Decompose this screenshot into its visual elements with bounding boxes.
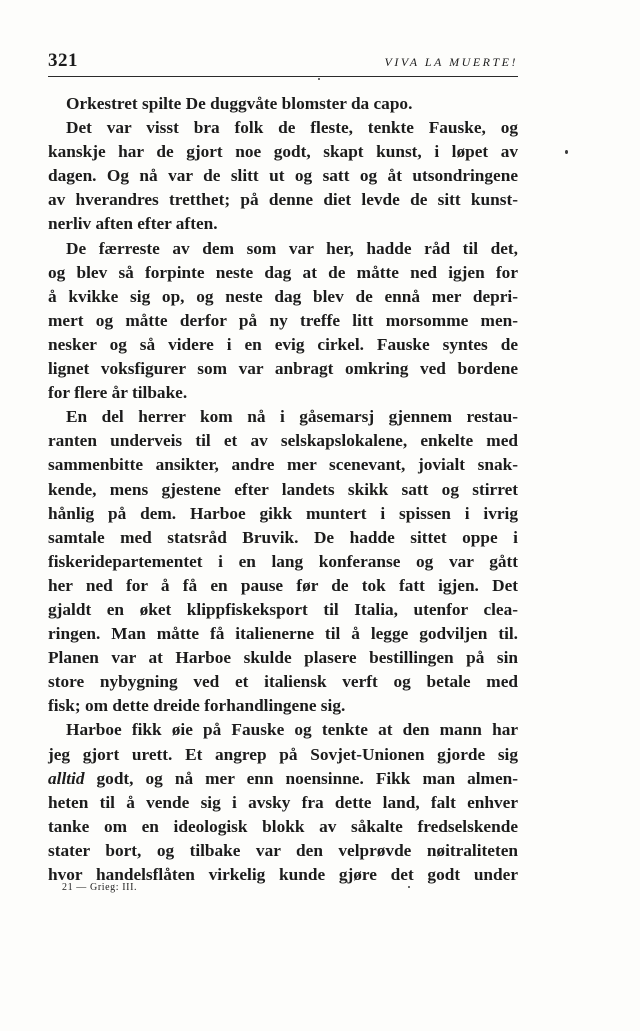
paragraph-1: [48, 92, 518, 116]
text-line: nesker og så videre i en evig cirkel. Fauske syntes de: [48, 334, 518, 354]
chapter-title: VIVA LA MUERTE!: [384, 55, 518, 69]
text-line: store nybygning ved et italiensk verft og betale med: [48, 672, 518, 692]
paragraph-3: [48, 237, 518, 406]
text-line: mert og måtte derfor på ny treffe litt morsomme men-: [48, 310, 518, 330]
text-line: De færreste av dem som var her, hadde råd til det,: [66, 238, 518, 258]
text-line: samtale med statsråd Bruvik. De hadde sittet oppe i: [48, 527, 518, 547]
page-number: 321: [48, 50, 78, 71]
paragraph-5: [48, 718, 518, 887]
paper-speck: [408, 886, 410, 888]
text-line: dagen. Og nå var de slitt ut og satt og åt utsondringene: [48, 166, 518, 186]
text-line: ranten underveis til et av selskapslokalene, enkelte med: [48, 431, 518, 451]
text-line: her ned for å få en pause før de tok fatt igjen. Det: [48, 575, 518, 595]
text-line: kanskje har de gjort noe godt, skapt kunst, i løpet av: [48, 142, 518, 162]
text-line: Det var visst bra folk de fleste, tenkte Fauske, og: [66, 118, 518, 138]
text-line: En del herrer kom nå i gåsemarsj gjennem restau-: [66, 407, 518, 427]
emphasized-word: alltid: [48, 768, 85, 788]
text-line: Orkestret spilte De duggvåte blomster da capo.: [66, 94, 413, 113]
paper-speck: [565, 150, 568, 154]
paragraph-4: [48, 405, 518, 718]
paragraph-2: [48, 116, 518, 236]
running-head: [48, 50, 518, 77]
text-line: heten til å vende sig i avsky fra dette land, falt enhver: [48, 792, 518, 812]
text-line: kende, mens gjestene efter landets skikk satt og stirret: [48, 479, 518, 499]
text-line: lignet voksfigurer som var anbragt omkring ved bordene: [48, 359, 518, 379]
paper-speck: [318, 78, 320, 80]
text-line: for flere år tilbake.: [48, 383, 188, 403]
text-line: Planen var at Harboe skulde plasere bestillingen på sin: [48, 648, 518, 668]
text-line: hvor handelsflåten virkelig kunde gjøre det godt under: [48, 865, 518, 884]
text-line: nerliv aften efter aften.: [48, 214, 218, 234]
text-line: hånlig på dem. Harboe gikk muntert i spissen i ivrig: [48, 503, 518, 523]
text-line: jeg gjort urett. Et angrep på Sovjet-Unionen gjorde sig: [48, 744, 518, 764]
text-line: Harboe fikk øie på Fauske og tenkte at den mann har: [66, 720, 518, 740]
text-line: fisk; om dette dreide forhandlingene sig.: [48, 696, 346, 716]
text-line: ringen. Man måtte få italienerne til å legge godviljen til.: [48, 624, 518, 644]
body-text: [48, 92, 518, 887]
text-line: gjaldt en øket klippfiskeksport til Italia, utenfor clea-: [48, 599, 518, 619]
text-line: alltid godt, og nå mer enn noensinne. Fikk man almen-: [48, 768, 518, 788]
text-line: stater bort, og tilbake var den velprøvde nøitraliteten: [48, 840, 518, 860]
text-line: å kvikke sig op, og neste dag blev de ennå mer depri-: [48, 286, 518, 306]
text-line: av hverandres tretthet; på denne diet levde de sitt kunst-: [48, 190, 518, 210]
text-line: fiskeridepartementet i en lang konferanse og var gått: [48, 551, 518, 571]
text-line: sammenbitte ansikter, andre mer scenevant, jovialt snak-: [48, 455, 518, 475]
text-line: tanke om en ideologisk blokk av såkalte fredselskende: [48, 816, 518, 836]
text-line: og blev så forpinte neste dag at de måtte ned igjen for: [48, 262, 518, 282]
footer-signature: 21 — Grieg: III.: [62, 882, 138, 893]
